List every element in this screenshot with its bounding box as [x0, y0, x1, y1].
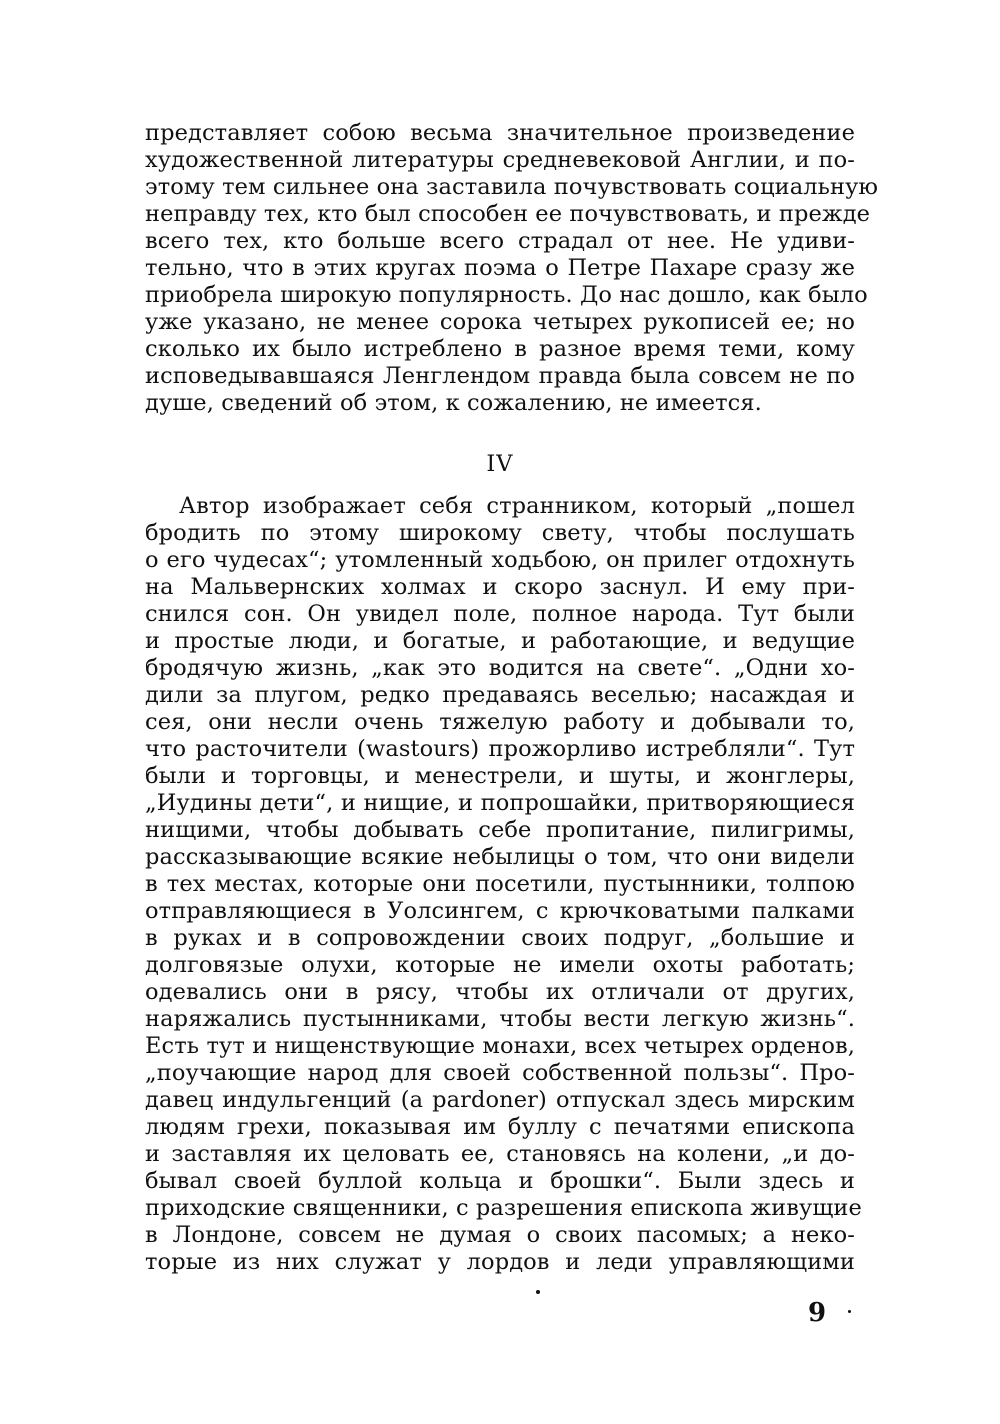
text-line: давец индульгенций (a pardoner) отпускал здесь мирским: [145, 1087, 855, 1113]
text-line: и простые люди, и богатые, и работающие, и ведущие: [145, 628, 855, 654]
text-line: приходские священники, с разрешения епископа живущие: [145, 1195, 862, 1221]
text-line: отправляющиеся в Уолсингем, с крючковатыми палками: [145, 898, 855, 924]
paragraph-continuation: [145, 120, 879, 417]
text-line: этому тем сильнее она заставила почувствовать социальную: [145, 174, 879, 200]
section-heading: IV: [486, 451, 514, 477]
text-line: сея, они несли очень тяжелую работу и добывали то,: [145, 709, 855, 735]
text-line: „поучающие народ для своей собственной пользы“. Про-: [145, 1060, 855, 1086]
text-line: на Мальвернских холмах и скоро заснул. И ему при-: [145, 574, 855, 600]
print-speck: [848, 1310, 851, 1313]
text-line: Автор изображает себя странником, который „пошел: [179, 493, 855, 519]
text-line: рассказывающие всякие небылицы о том, что они видели: [145, 844, 855, 870]
text-line: душе, сведений об этом, к сожалению, не имеется.: [145, 390, 762, 416]
text-line: сколько их было истреблено в разное время теми, кому: [145, 336, 855, 362]
text-line: бывал своей буллой кольца и брошки“. Были здесь и: [145, 1168, 855, 1194]
text-line: неправду тех, кто был способен ее почувствовать, и прежде: [145, 201, 871, 227]
text-line: и заставляя их целовать ее, становясь на колени, „и до-: [145, 1141, 855, 1167]
text-line: людям грехи, показывая им буллу с печатями епископа: [145, 1114, 855, 1140]
text-line: бродить по этому широкому свету, чтобы послушать: [145, 520, 855, 546]
text-line: тельно, что в этих кругах поэма о Петре Пахаре сразу же: [145, 255, 855, 281]
paragraph-section-iv: [145, 493, 862, 1276]
text-line: в тех местах, которые они посетили, пустынники, толпою: [145, 871, 855, 897]
text-line: долговязые олухи, которые не имели охоты работать;: [145, 952, 855, 978]
text-line: Есть тут и нищенствующие монахи, всех четырех орденов,: [145, 1033, 855, 1059]
text-line: наряжались пустынниками, чтобы вести легкую жизнь“.: [145, 1006, 855, 1032]
text-line: уже указано, не менее сорока четырех рукописей ее; но: [145, 309, 855, 335]
text-line: что расточители (wastours) прожорливо истребляли“. Тут: [145, 736, 855, 762]
print-speck: [536, 1290, 540, 1294]
text-line: в Лондоне, совсем не думая о своих пасомых; а неко-: [145, 1222, 855, 1248]
text-line: снился сон. Он увидел поле, полное народа. Тут были: [145, 601, 855, 627]
text-line: представляет собою весьма значительное произведение: [145, 120, 855, 146]
text-line: бродячую жизнь, „как это водится на свете“. „Одни хо-: [145, 655, 855, 681]
text-line: художественной литературы средневековой Англии, и по-: [145, 147, 855, 173]
text-line: были и торговцы, и менестрели, и шуты, и жонглеры,: [145, 763, 855, 789]
text-line: о его чудесах“; утомленный ходьбою, он прилег отдохнуть: [145, 547, 855, 573]
text-line: нищими, чтобы добывать себе пропитание, пилигримы,: [145, 817, 855, 843]
text-line: „Иудины дети“, и нищие, и попрошайки, притворяющиеся: [145, 790, 855, 816]
text-line: дили за плугом, редко предаваясь веселью; насаждая и: [145, 682, 855, 708]
text-line: в руках и в сопровождении своих подруг, „большие и: [145, 925, 855, 951]
text-line: исповедывавшаяся Ленглендом правда была совсем не по: [145, 363, 855, 389]
text-line: одевались они в рясу, чтобы их отличали от других,: [145, 979, 855, 1005]
text-line: всего тех, кто больше всего страдал от нее. Не удиви-: [145, 228, 855, 254]
page-number: 9: [808, 1298, 827, 1328]
text-line: приобрела широкую популярность. До нас дошло, как было: [145, 282, 868, 308]
text-line: торые из них служат у лордов и леди управляющими: [145, 1249, 855, 1275]
